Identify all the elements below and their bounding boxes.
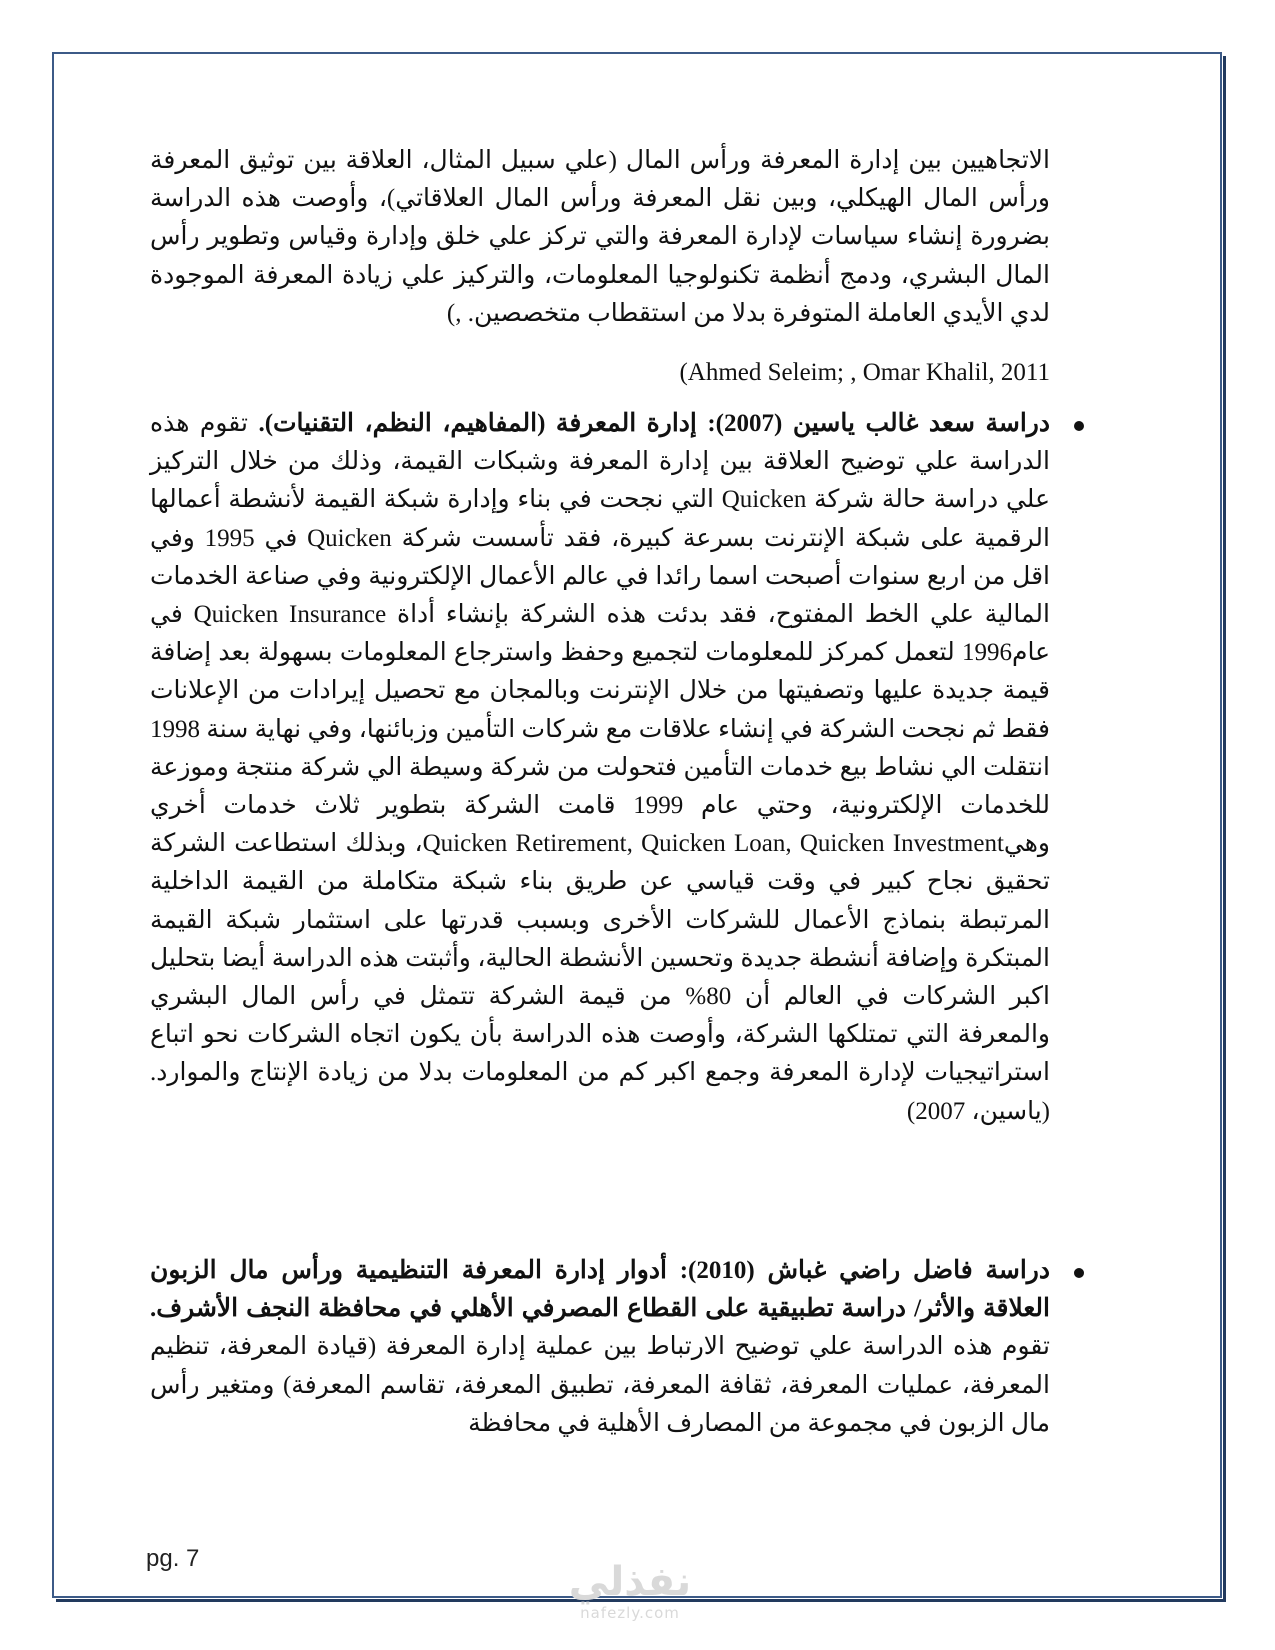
watermark xyxy=(530,1560,730,1622)
watermark-url: nafezly.com xyxy=(580,1604,680,1622)
study-heading: دراسة فاضل راضي غباش (2010): أدوار إدارة المعرفة التنظيمية ورأس مال الزبون العلاقة والأثر/ دراسة تطبيقية على القطاع المصرفي الأهلي في محافظة النجف الأشرف. xyxy=(150,1257,1050,1323)
study-body: تقوم هذه الدراسة علي توضيح العلاقة بين إدارة المعرفة وشبكات القيمة، وذلك من خلال التركيز علي دراسة حالة شركة Quicken التي نجحت في بناء وإدارة شبكة القيمة لأنشطة أعمالها الرقمية على شبكة الإنترنت بسرعة كبيرة، فقد تأسست شركة Quicken في 1995 وفي اقل من اربع سنوات أصبحت اسما رائدا في عالم الأعمال الإلكترونية وفي صناعة الخدمات المالية علي الخط المفتوح، فقد بدئت هذه الشركة بإنشاء أداة Quicken Insurance في عام1996 لتعمل كمركز للمعلومات لتجميع وحفظ واسترجاع المعلومات بسهولة بعد إضافة قيمة جديدة عليها وتصفيتها من خلال الإنترنت وبالمجان مع تحصيل إيرادات من الإعلانات فقط ثم نجحت الشركة في إنشاء علاقات مع شركات التأمين وزبائنها، وفي نهاية سنة 1998 انتقلت الي نشاط بيع خدمات التأمين فتحولت من شركة وسيطة الي شركة منتجة وموزعة للخدمات الإلكترونية، وحتي عام 1999 قامت الشركة بتطوير ثلاث خدمات أخري وهيQuicken Retirement, Quicken Loan, Quicken Investment، وبذلك استطاعت الشركة تحقيق نجاح كبير في وقت قياسي عن طريق بناء شبكة متكاملة من القيمة الداخلية المرتبطة بنماذج الأعمال للشركات الأخرى وبسبب قدرتها على استثمار شبكة القيمة المبتكرة وإضافة أنشطة جديدة وتحسين الأنشطة الحالية، وأثبتت هذه الدراسة أيضا بتحليل اكبر الشركات في العالم أن 80% من قيمة الشركة تتمثل في رأس المال البشري والمعرفة التي تمتلكها الشركة، وأوصت هذه الدراسة بأن يكون اتجاه الشركات نحو اتباع استراتيجيات لإدارة المعرفة وجمع اكبر كم من المعلومات بدلا من زيادة الإنتاج والموارد. (ياسين، 2007) xyxy=(150,410,1050,1125)
study-item-ghabash xyxy=(150,1252,1050,1443)
study-item-yassin xyxy=(150,405,1050,1131)
bullet-icon xyxy=(1074,421,1084,431)
study-heading: دراسة سعد غالب ياسين (2007): إدارة المعرفة (المفاهيم، النظم، التقنيات). xyxy=(258,410,1050,437)
intro-citation: Ahmed Seleim; , Omar Khalil, 2011) xyxy=(679,359,1050,386)
watermark-logo: نفذلي xyxy=(568,1559,692,1605)
study-body: تقوم هذه الدراسة علي توضيح الارتباط بين عملية إدارة المعرفة (قيادة المعرفة، تنظيم المعرفة، عمليات المعرفة، ثقافة المعرفة، تطبيق المعرفة، تقاسم المعرفة) ومتغير رأس مال الزبون في مجموعة من المصارف الأهلية في محافظة xyxy=(150,1333,1050,1437)
intro-paragraph: الاتجاهيين بين إدارة المعرفة ورأس المال (علي سبيل المثال، العلاقة بين توثيق المعرفة ورأس المال الهيكلي، وبين نقل المعرفة ورأس المال العلاقاتي)، وأوصت هذه الدراسة بضرورة إنشاء سياسات لإدارة المعرفة والتي تركز علي خلق وإدارة وقياس وتطوير رأس المال البشري، ودمج أنظمة تكنولوجيا المعلومات، والتركيز علي زيادة المعرفة الموجودة لدي الأيدي العاملة المتوفرة بدلا من استقطاب متخصصين. ,) xyxy=(150,147,1050,327)
page-number: pg. 7 xyxy=(146,1545,200,1572)
bullet-icon xyxy=(1074,1268,1084,1278)
